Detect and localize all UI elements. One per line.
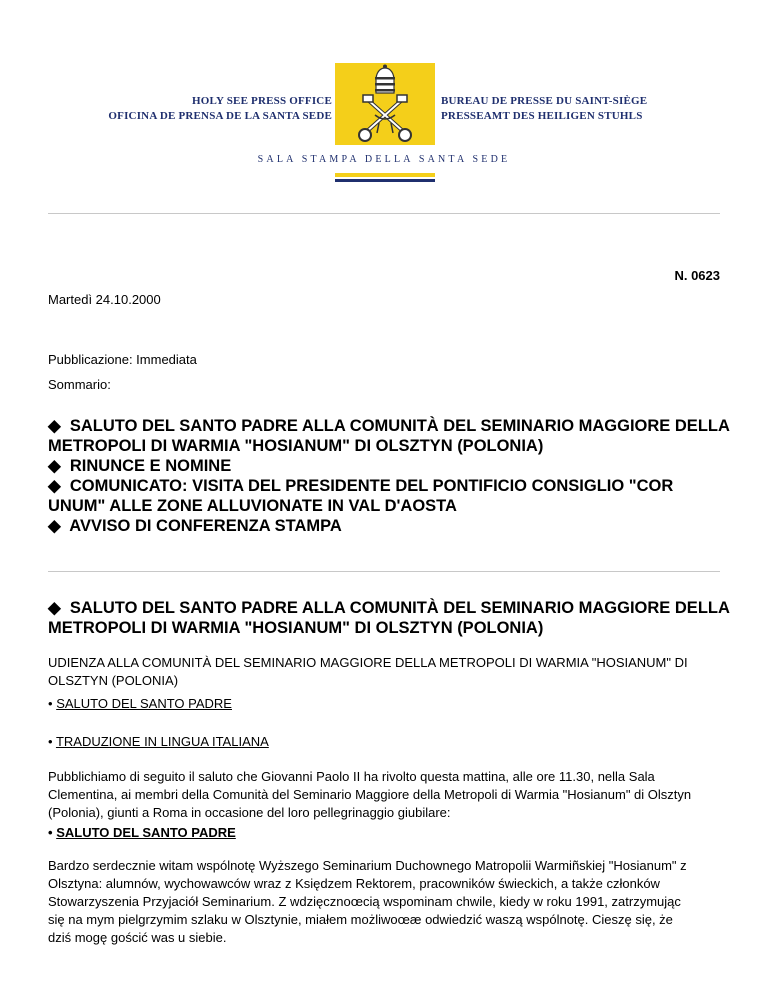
publication-status: Pubblicazione: Immediata [48,352,197,367]
bulletin-date: Martedì 24.10.2000 [48,292,161,307]
section-heading: • SALUTO DEL SANTO PADRE [48,825,236,840]
section-subtitle: UDIENZA ALLA COMUNITÀ DEL SEMINARIO MAGGIORE DELLA METROPOLI DI WARMIA "HOSIANUM" DI OLSZTYN (POLONIA) [48,655,688,688]
intro-paragraph: Pubblichiamo di seguito il saluto che Giovanni Paolo II ha rivolto questa mattina, alle ore 11.30, nella Sala Clementina, ai membri della Comunità del Seminario Maggiore della Metropoli di Warmia "Hosianum" di Olsztyn (Polonia), giunti a Roma in occasione del loro pellegrinaggio giubilare: [48,769,692,820]
bulletin-number: N. 0623 [674,268,720,283]
bullet-dot-icon: • [48,696,53,711]
diamond-bullet-icon: ◆ [48,477,61,495]
link-saluto[interactable]: • SALUTO DEL SANTO PADRE [48,696,232,711]
bullet-dot-icon: • [48,734,53,749]
summary-list [48,416,728,536]
diamond-bullet-icon: ◆ [48,457,61,475]
header-spanish-name: OFICINA DE PRENSA DE LA SANTA SEDE [108,110,332,122]
body-paragraph: Bardzo serdecznie witam wspólnotę Wyższego Seminarium Duchownego Matropolii Warmiñskiej "Hosianum" z Olsztyna: alumnów, wychowawców wraz z Księdzem Rektorem, pracowników świeckich, a także członków Stowarzyszenia Przyjaciół Seminarium. Z wdzięcznoœcią wspominam chwile, kiedy w roku 1991, zatrzymując się na mym pielgrzymim szlaku w Olsztynie, miałem możliwoœæ odwiedzić waszą wspólnotę. Cieszę się, że dziś mogę gościć was u siebie. [48,858,687,945]
diamond-bullet-icon: ◆ [48,417,61,435]
papal-keys-emblem-icon [335,63,435,145]
summary-item-continued: METROPOLI DI WARMIA "HOSIANUM" DI OLSZTYN (POLONIA) [48,437,544,455]
diamond-bullet-icon: ◆ [48,599,61,617]
bullet-dot-icon: • [48,825,53,840]
divider [48,571,720,572]
summary-item-continued: UNUM" ALLE ZONE ALLUVIONATE IN VAL D'AOSTA [48,497,457,515]
section-title: ◆ SALUTO DEL SANTO PADRE ALLA COMUNITÀ DEL SEMINARIO MAGGIORE DELLA METROPOLI DI WARMIA "HOSIANUM" DI OLSZTYN (POLONIA) [48,599,730,637]
diamond-bullet-icon: ◆ [48,517,61,535]
divider [48,213,720,214]
header-subtitle: SALA STAMPA DELLA SANTA SEDE [257,154,511,165]
press-office-header [0,0,768,200]
summary-label: Sommario: [48,377,111,392]
summary-item[interactable]: ◆ AVVISO DI CONFERENZA STAMPA [48,517,342,535]
header-stripes [335,173,435,182]
summary-item[interactable]: ◆ COMUNICATO: VISITA DEL PRESIDENTE DEL PONTIFICIO CONSIGLIO "COR [48,477,674,495]
summary-item[interactable]: ◆ RINUNCE E NOMINE [48,457,232,475]
header-english-name: HOLY SEE PRESS OFFICE [191,95,332,107]
header-german-name: PRESSEAMT DES HEILIGEN STUHLS [441,110,643,122]
summary-item[interactable]: ◆ SALUTO DEL SANTO PADRE ALLA COMUNITÀ DEL SEMINARIO MAGGIORE DELLA [48,417,730,435]
link-traduzione[interactable]: • TRADUZIONE IN LINGUA ITALIANA [48,734,269,749]
header-french-name: BUREAU DE PRESSE DU SAINT-SIÈGE [441,95,648,107]
